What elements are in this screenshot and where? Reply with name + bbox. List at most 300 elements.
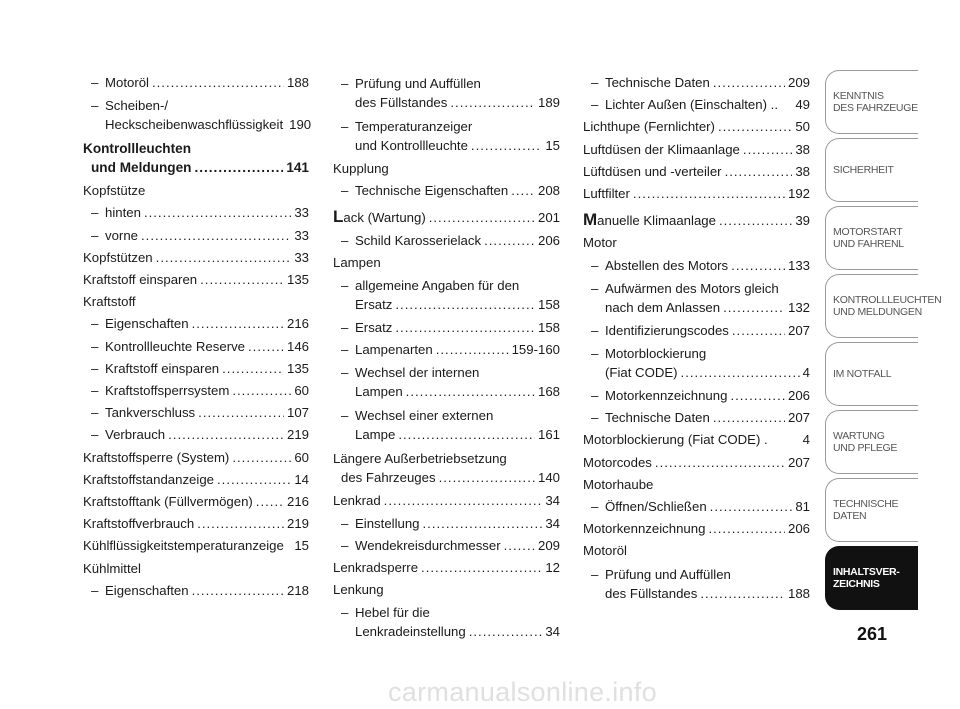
dot-leader [700, 584, 785, 603]
entry-text: Temperaturanzeiger [355, 119, 473, 134]
dash-marker: – [341, 76, 349, 91]
entry-text: Wechsel der internen [355, 365, 480, 381]
index-entry [333, 317, 560, 339]
entry-text: Einstellung [355, 515, 420, 531]
dot-leader [421, 557, 542, 579]
entry-text: des Fahrzeuges [341, 470, 436, 486]
dot-leader [222, 358, 284, 380]
entry-first-line [583, 563, 810, 584]
index-entry [83, 380, 309, 402]
dot-leader [423, 513, 543, 535]
index-entry [83, 447, 309, 469]
entry-text: Eigenschaften [105, 582, 189, 598]
index-entry [583, 139, 810, 161]
page-ref: 39 [795, 213, 810, 229]
dot-leader [708, 518, 785, 540]
entry-text: Lenkradeinstellung [355, 624, 466, 640]
page-ref: 159-160 [511, 342, 560, 358]
dash-marker: – [91, 75, 99, 90]
index-entry [583, 429, 810, 451]
chapter-tab[interactable] [825, 410, 918, 474]
entry-text: Lenkung [333, 582, 384, 598]
index-entry-multiline [583, 277, 810, 317]
page-ref: 140 [537, 470, 560, 486]
entry-text: Motorkennzeichnung [583, 521, 706, 537]
dot-leader [144, 202, 291, 224]
entry-text: nach dem Anlassen [605, 299, 721, 315]
tab-label-line: KONTROLLLEUCHTEN [833, 294, 942, 306]
entry-text: Öffnen/Schließen [605, 499, 707, 515]
entry-text: Lichthupe (Fernlichter) [583, 119, 715, 135]
entry-text: Eigenschaften [105, 316, 189, 332]
index-column-2 [333, 72, 560, 644]
index-entry [333, 136, 560, 155]
index-entry [83, 491, 309, 513]
entry-text: Kopfstütze [83, 183, 146, 199]
index-entry [333, 535, 560, 557]
page-ref: 209 [537, 537, 560, 553]
entry-text: Kraftstoffstandanzeige [83, 471, 214, 487]
page-ref: 219 [286, 516, 309, 532]
page-ref: 135 [286, 272, 309, 288]
entry-text: Kühlmittel [83, 560, 141, 576]
page-ref: 190 [289, 117, 312, 133]
page-ref: 208 [537, 183, 560, 199]
index-entry [583, 232, 810, 254]
chapter-tab[interactable] [825, 138, 918, 202]
dot-leader [398, 425, 535, 444]
entry-text: Heckscheibenwaschflüssigkeit [105, 117, 284, 133]
page-ref: 207 [787, 322, 810, 338]
tab-label-line: UND MELDUNGEN [833, 306, 922, 318]
index-entry [333, 622, 560, 641]
dot-leader [719, 210, 792, 232]
page-ref: 49 [795, 97, 810, 113]
page-ref: 12 [545, 560, 560, 576]
index-entry [83, 269, 309, 291]
entry-text: Prüfung und Auffüllen [355, 76, 481, 91]
index-entry [333, 579, 560, 601]
index-entry [83, 580, 309, 602]
entry-text: des Füllstandes [355, 95, 448, 110]
dot-leader [713, 407, 785, 429]
index-entry [333, 252, 560, 274]
tab-label-line: SICHERHEIT [833, 164, 894, 176]
dot-leader [743, 139, 792, 161]
page-ref: 189 [537, 95, 560, 110]
entry-text: Kraftstoff [83, 294, 136, 310]
tab-label [833, 498, 898, 522]
entry-text: Kraftstoffsperrsystem [105, 383, 230, 399]
index-entry [333, 557, 560, 579]
dot-leader [198, 402, 284, 424]
entry-text: Lüftdüsen und -verteiler [583, 163, 722, 179]
entry-text: Kraftstofftank (Füllvermögen) [83, 494, 253, 510]
index-entry [583, 496, 810, 518]
entry-text: Technische Eigenschaften [355, 183, 509, 199]
entry-text: allgemeine Angaben für den [355, 278, 520, 294]
index-entry [83, 247, 309, 269]
entry-text: Lenkrad [333, 493, 381, 509]
dot-leader [197, 513, 284, 535]
dash-marker: – [341, 408, 349, 424]
tab-label [833, 164, 894, 176]
entry-text: hinten [105, 205, 141, 221]
entry-text: des Füllstandes [605, 585, 698, 601]
page-ref: 34 [545, 493, 560, 509]
entry-text: Scheiben-/ [105, 98, 169, 114]
page-ref: 15 [294, 538, 309, 554]
dot-leader [194, 158, 283, 177]
page-ref: 60 [294, 383, 309, 399]
index-entry [583, 584, 810, 603]
index-entry [583, 540, 810, 562]
entry-first-line [83, 137, 309, 158]
tab-label [833, 294, 941, 318]
page-ref: 133 [787, 257, 810, 273]
entry-text: Hebel für die [355, 605, 430, 621]
index-entry [83, 513, 309, 535]
dot-leader [471, 136, 542, 155]
dash-marker: – [91, 98, 99, 114]
entry-text: Lichter Außen (Einschalten) .. [605, 97, 778, 113]
dot-leader [395, 317, 535, 339]
dash-marker: – [591, 75, 599, 90]
page-ref: 209 [787, 75, 810, 90]
dash-marker: – [591, 322, 599, 338]
chapter-tab[interactable] [825, 342, 918, 406]
dot-leader [469, 622, 543, 641]
dot-leader [248, 336, 284, 358]
page-ref: 38 [795, 163, 810, 179]
dash-marker: – [91, 316, 99, 332]
index-entry [333, 206, 560, 229]
page-ref: 188 [286, 75, 309, 90]
index-entry [83, 535, 309, 557]
index-entry [83, 115, 312, 134]
dash-marker: – [591, 257, 599, 273]
index-entry [83, 158, 309, 177]
index-entry [83, 469, 309, 491]
index-entry [333, 339, 560, 361]
dash-marker: – [341, 342, 349, 358]
page-ref: 107 [286, 405, 309, 421]
entry-text: Kontrollleuchte Reserve [105, 338, 246, 354]
dot-leader [232, 447, 291, 469]
dot-leader [192, 580, 284, 602]
index-column-1 [83, 72, 312, 602]
page-ref: 201 [537, 210, 560, 226]
entry-text: Motorcodes [583, 454, 652, 470]
index-entry-multiline [333, 447, 560, 487]
tab-label-line: MOTORSTART [833, 226, 903, 238]
chapter-tabs [825, 70, 942, 614]
page-ref: 33 [294, 227, 309, 243]
page-ref: 33 [294, 249, 309, 265]
chapter-tab[interactable] [825, 546, 918, 610]
index-entry [583, 116, 810, 138]
entry-text: Motorblockierung (Fiat CODE) . [583, 432, 768, 448]
entry-first-line [333, 274, 560, 295]
entry-text: und Kontrollleuchte [355, 138, 468, 153]
index-entry [83, 313, 309, 335]
entry-text: Wechsel einer externen [355, 408, 494, 424]
dot-leader [156, 247, 292, 269]
page-ref: 34 [545, 515, 560, 531]
page-ref: 50 [795, 119, 810, 135]
entry-text: Kraftstoffsperre (System) [83, 449, 230, 465]
index-entry [333, 93, 560, 112]
dash-marker: – [91, 582, 99, 598]
index-entry [583, 518, 810, 540]
index-entry [83, 72, 309, 94]
dot-leader [731, 255, 785, 277]
page-ref: 207 [787, 410, 810, 426]
index-entry [583, 320, 810, 342]
entry-text: Motoröl [583, 543, 627, 559]
tab-label-line: KENNTNIS [833, 90, 884, 102]
dash-marker: – [591, 410, 599, 426]
tab-label [833, 430, 897, 454]
page-ref: 135 [286, 360, 309, 376]
dot-leader [200, 269, 284, 291]
page-ref: 33 [294, 205, 309, 221]
index-entry [583, 183, 810, 205]
page-number: 261 [856, 624, 888, 644]
dot-leader [168, 424, 284, 446]
entry-text: Lampen [333, 254, 381, 270]
page-ref: 14 [294, 471, 309, 487]
dash-marker: – [341, 515, 349, 531]
entry-text: Motor [583, 235, 617, 251]
entry-text: Abstellen des Motors [605, 257, 729, 273]
index-entry [83, 225, 309, 247]
entry-text: vorne [105, 227, 138, 243]
index-column-3 [583, 72, 810, 606]
index-entry [83, 202, 309, 224]
tab-label [833, 368, 891, 380]
page-ref: 168 [537, 384, 560, 400]
entry-first-line [583, 342, 810, 363]
page-ref: 4 [802, 432, 810, 448]
entry-first-line [83, 94, 309, 115]
tab-label-line: TECHNISCHE [833, 498, 899, 510]
index-entry-multiline [583, 342, 810, 382]
page-ref: 81 [795, 499, 810, 515]
index-entry [583, 94, 810, 116]
page-ref: 207 [787, 454, 810, 470]
dot-leader [141, 225, 291, 247]
dash-marker: – [91, 338, 99, 354]
entry-text: Schild Karosserielack [355, 232, 482, 248]
dot-leader [436, 339, 509, 361]
dash-marker: – [341, 605, 349, 621]
page-ref: 132 [787, 299, 810, 315]
dash-marker: – [341, 537, 349, 553]
index-entry [333, 382, 560, 401]
dot-leader [730, 385, 785, 407]
chapter-tab[interactable] [825, 70, 918, 134]
entry-text: Lampen [355, 384, 403, 400]
dash-marker: – [341, 365, 349, 381]
dot-leader [681, 363, 800, 382]
index-entry [83, 558, 309, 580]
entry-text: Technische Daten [605, 75, 710, 90]
index-entry [83, 402, 309, 424]
tab-label-line: ZEICHNIS [833, 578, 880, 590]
dot-leader [718, 116, 792, 138]
page-ref: 34 [545, 624, 560, 640]
dot-leader [384, 490, 543, 512]
index-entry-multiline [83, 137, 309, 177]
dash-marker: – [91, 227, 99, 243]
tab-label-line: WARTUNG [833, 430, 885, 442]
index-entry [583, 209, 810, 232]
page-ref: 192 [787, 186, 810, 202]
entry-first-line [333, 115, 560, 136]
entry-text: Lampenarten [355, 342, 433, 358]
index-entry-multiline [333, 274, 560, 314]
entry-text: Lampe [355, 427, 396, 443]
entry-text: (Fiat CODE) [605, 365, 678, 381]
entry-text: Kühlflüssigkeitstemperaturanzeige [83, 538, 284, 554]
index-entry [333, 230, 560, 252]
chapter-tab[interactable] [825, 274, 942, 338]
chapter-tab[interactable] [825, 206, 918, 270]
entry-text: Wendekreisdurchmesser [355, 537, 501, 553]
page-ref: 146 [286, 338, 309, 354]
index-entry [583, 452, 810, 474]
index-entry [583, 298, 810, 317]
entry-text: Ersatz [355, 320, 393, 336]
dot-leader [439, 468, 535, 487]
dot-leader [504, 535, 535, 557]
drop-cap: M [583, 210, 598, 230]
dot-leader [655, 452, 785, 474]
entry-text: Prüfung und Auffüllen [605, 566, 731, 582]
page-ref: 60 [294, 449, 309, 465]
page-ref: 216 [286, 316, 309, 332]
entry-text: Technische Daten [605, 410, 710, 426]
tab-label [833, 566, 900, 590]
dot-leader [484, 230, 535, 252]
page-ref: 15 [545, 138, 560, 153]
index-entry [83, 424, 309, 446]
entry-text: Kupplung [333, 161, 389, 176]
entry-first-line [333, 601, 560, 622]
dash-marker: – [91, 383, 99, 399]
dash-marker: – [91, 427, 99, 443]
index-entry [333, 468, 560, 487]
index-entry [83, 358, 309, 380]
dot-leader [256, 491, 284, 513]
entry-text: Lenkradsperre [333, 560, 419, 576]
index-entry [583, 255, 810, 277]
dash-marker: – [591, 97, 599, 113]
entry-text: Identifizierungscodes [605, 322, 729, 338]
index-entry [83, 336, 309, 358]
entry-text: Kontrollleuchten [83, 141, 191, 157]
entry-first-line [583, 277, 810, 298]
drop-cap: L [333, 207, 344, 227]
index-entry [83, 180, 309, 202]
tab-label-line: IM NOTFALL [833, 368, 892, 380]
dot-leader [152, 72, 284, 94]
entry-text: Luftfilter [583, 186, 630, 202]
tab-label-line: INHALTSVER- [833, 566, 900, 578]
entry-text [333, 206, 426, 229]
page-ref: 206 [787, 521, 810, 537]
index-entry [83, 291, 309, 313]
dot-leader [395, 295, 535, 314]
dash-marker: – [591, 388, 599, 404]
entry-text: Motoröl [105, 75, 149, 90]
dot-leader [450, 93, 535, 112]
page-ref: 219 [286, 427, 309, 443]
entry-text: Motorblockierung [605, 346, 707, 362]
entry-first-line [333, 447, 560, 468]
page-ref: 216 [286, 494, 309, 510]
tab-label-line: UND FAHRENL [833, 238, 904, 250]
entry-text: Längere Außerbetriebsetzung [333, 451, 507, 467]
chapter-tab[interactable] [825, 478, 918, 542]
index-entry [333, 490, 560, 512]
page-ref: 141 [286, 160, 309, 176]
index-entry-multiline [83, 94, 312, 134]
index-entry [583, 474, 810, 496]
dash-marker: – [341, 183, 349, 199]
dash-marker: – [591, 346, 599, 362]
entry-text: Motorkennzeichnung [605, 388, 728, 404]
entry-text-rest: anuelle Klimaanlage [597, 213, 716, 229]
dot-leader [723, 298, 785, 317]
dash-marker: – [341, 232, 349, 248]
dot-leader [732, 320, 785, 342]
index-entry [333, 158, 560, 180]
tab-label [833, 90, 918, 114]
page-ref: 218 [286, 582, 309, 598]
entry-text: Ersatz [355, 297, 393, 313]
index-entry [333, 425, 560, 444]
tab-label [833, 226, 904, 250]
entry-text: Aufwärmen des Motors gleich [605, 280, 779, 296]
dot-leader [406, 382, 535, 401]
entry-text: und Meldungen [91, 160, 192, 176]
dot-leader [217, 469, 291, 491]
dot-leader [232, 380, 291, 402]
dash-marker: – [591, 566, 599, 582]
page-ref: 188 [787, 585, 810, 601]
page-ref: 38 [795, 141, 810, 157]
dot-leader [725, 161, 793, 183]
index-entry [583, 72, 810, 94]
page-ref: 4 [802, 365, 810, 381]
watermark: carmanualsonline.info [388, 677, 657, 707]
dot-leader [633, 183, 785, 205]
page-ref: 158 [537, 297, 560, 313]
entry-first-line [333, 361, 560, 382]
entry-text: Luftdüsen der Klimaanlage [583, 141, 740, 157]
page-ref: 206 [537, 232, 560, 248]
index-entry-multiline [583, 563, 810, 603]
page-ref: 158 [537, 320, 560, 336]
dot-leader [511, 180, 535, 202]
entry-first-line [333, 404, 560, 425]
index-entry [583, 385, 810, 407]
index-entry [333, 513, 560, 535]
index-entry [333, 180, 560, 202]
tab-label-line: UND PFLEGE [833, 442, 898, 454]
